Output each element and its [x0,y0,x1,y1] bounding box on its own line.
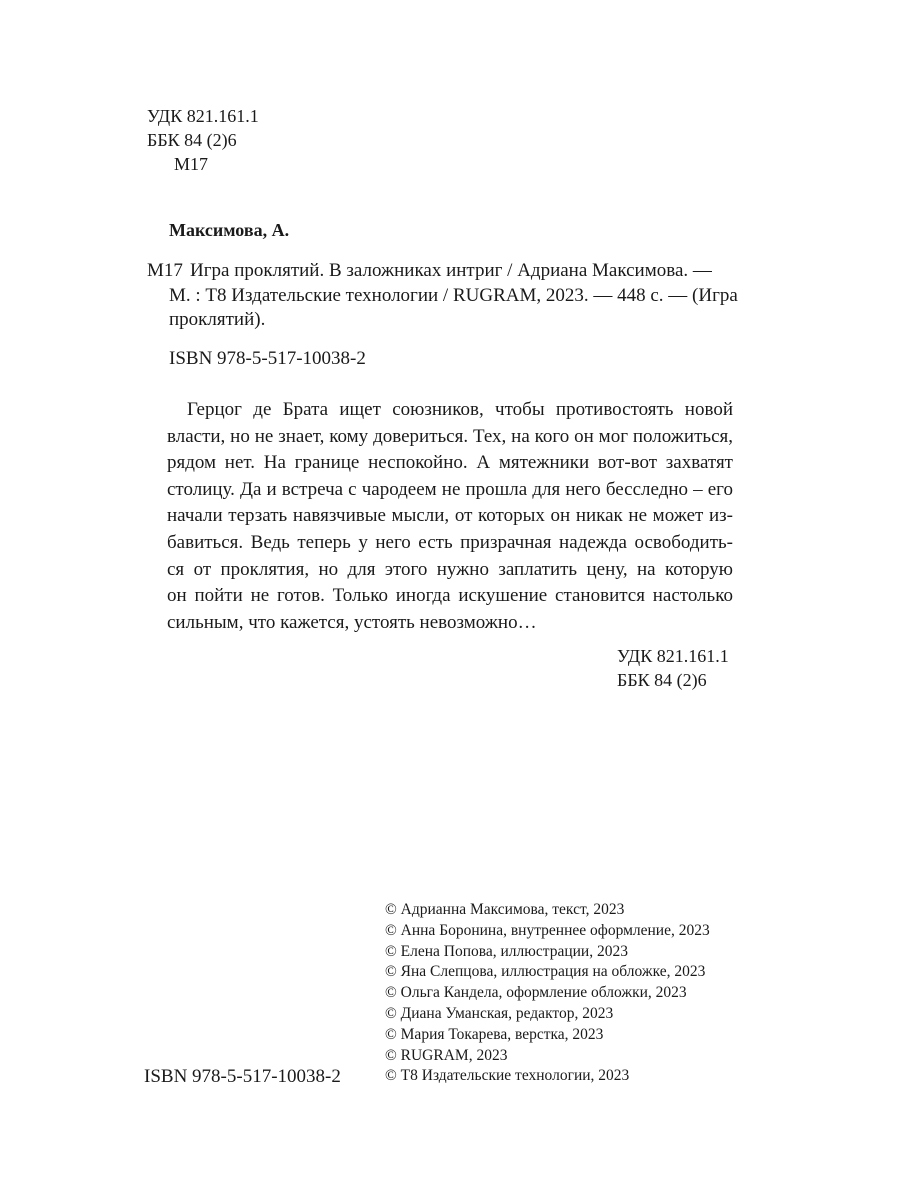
annotation-line: Герцог де Брата ищет союзников, чтобы противостоять новой [187,399,733,420]
copyright-item: © Диана Уманская, редактор, 2023 [385,1004,614,1022]
copyright-item: © Ольга Кандела, оформление обложки, 2023 [385,984,687,1002]
annotation [167,397,733,636]
bibliographic-line-3: проклятий). [169,309,266,330]
bibliographic-author-mark: М17 [147,260,183,281]
udk-code-right: УДК 821.161.1 [617,646,729,666]
copyright-item: © Адрианна Максимова, текст, 2023 [385,901,625,918]
bibliographic-line-2: М. : Т8 Издательские технологии / RUGRAM, 2023. — 448 с. — (Игра [169,285,738,306]
bibliographic-line-1: Игра проклятий. В заложниках интриг / Адриана Максимова. — [190,260,712,281]
author-heading: Максимова, А. [169,220,290,240]
bbk-code-right: ББК 84 (2)6 [617,670,707,690]
copyright-item: © Анна Боронина, внутреннее оформление, 2023 [385,921,710,939]
udk-code-top: УДК 821.161.1 [147,106,259,126]
annotation-line: сильным, что кажется, устоять невозможно… [167,611,537,633]
annotation-line: он пойти не готов. Только иногда искушение становится настолько [167,585,733,607]
annotation-line: столицу. Да и встреча с чародеем не прошла для него бесследно – его [167,478,733,500]
bbk-code-top: ББК 84 (2)6 [147,130,237,150]
annotation-line: рядом нет. На границе неспокойно. А мятежники вот-вот захватят [167,452,733,474]
copyright-item: © Яна Слепцова, иллюстрация на обложке, 2023 [385,963,706,981]
annotation-line: власти, но не знает, кому довериться. Тех, на кого он мог положиться, [167,425,733,447]
annotation-line: начали терзать навязчивые мысли, от которых он никак не может из- [167,505,733,527]
author-mark-top: М17 [174,154,209,174]
isbn-bottom: ISBN 978-5-517-10038-2 [144,1066,341,1087]
copyright-item: © Т8 Издательские технологии, 2023 [385,1067,630,1085]
copyright-item: © Мария Токарева, верстка, 2023 [385,1025,604,1043]
copyright-list [385,900,710,1087]
annotation-line: ся от проклятия, но для этого нужно заплатить цену, на которую [167,558,733,580]
annotation-line: бавиться. Ведь теперь у него есть призрачная надежда освободить- [167,531,733,553]
copyright-item: © Елена Попова, иллюстрации, 2023 [385,942,628,960]
copyright-item: © RUGRAM, 2023 [385,1046,508,1064]
isbn-middle: ISBN 978-5-517-10038-2 [169,348,366,369]
